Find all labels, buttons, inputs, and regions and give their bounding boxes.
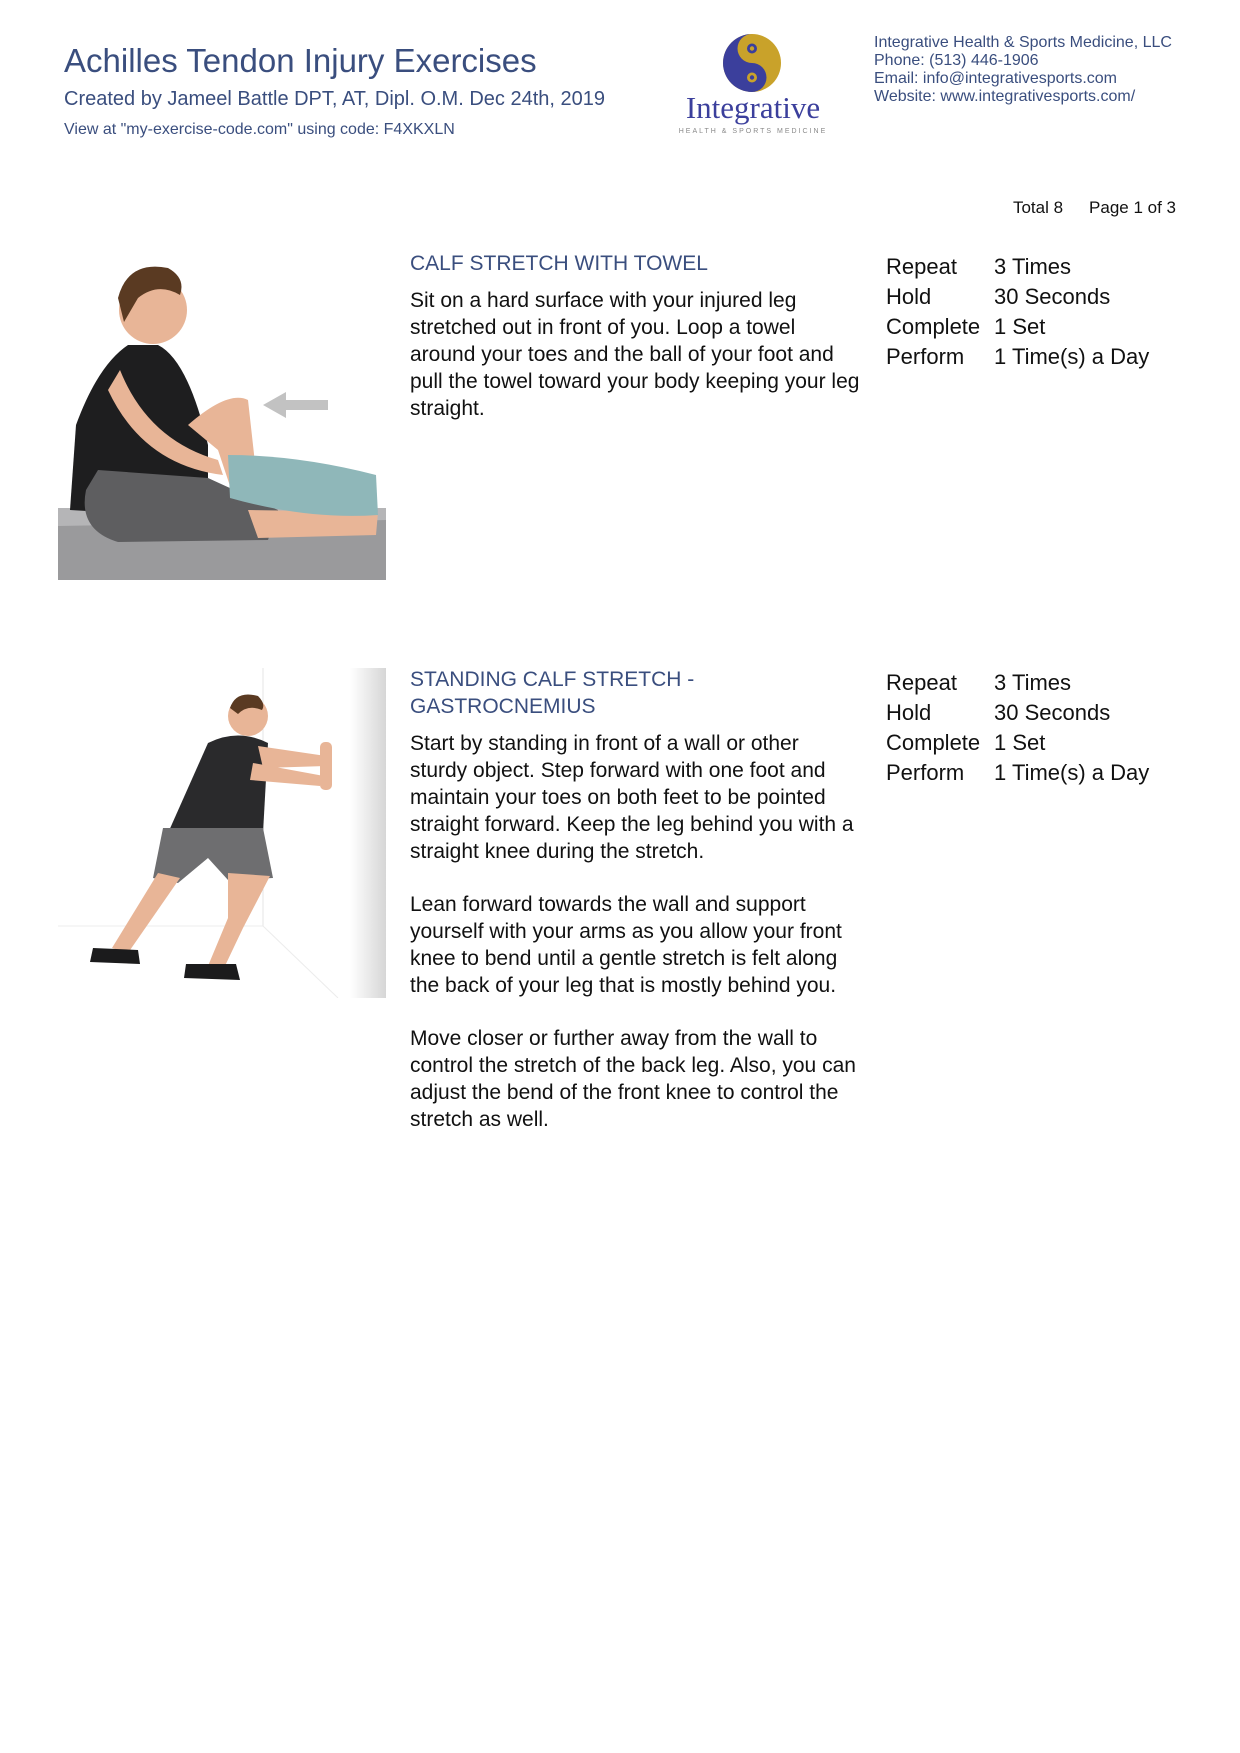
param-row-complete <box>886 312 1216 342</box>
page-info <box>1013 198 1176 218</box>
page-number: Page 1 of 3 <box>1089 198 1176 217</box>
param-label: Hold <box>886 284 932 309</box>
document-author-date: Created by Jameel Battle DPT, AT, Dipl. O.M. Dec 24th, 2019 <box>64 88 605 110</box>
param-label: Repeat <box>886 254 957 279</box>
param-value: 1 Set <box>994 730 1046 755</box>
yin-yang-logo-icon <box>721 32 783 94</box>
exercise-description <box>410 250 860 448</box>
logo-wordmark: Integrative <box>685 90 821 125</box>
param-row-hold <box>886 698 1216 728</box>
integrative-logo <box>668 32 838 142</box>
exercise-parameters <box>886 668 1216 788</box>
exercise-code-line: View at "my-exercise-code.com" using code: F4XKXLN <box>64 121 455 138</box>
document-header <box>64 40 684 140</box>
exercise-title: STANDING CALF STRETCH - GASTROCNEMIUS <box>410 668 695 718</box>
param-value: 30 Seconds <box>994 284 1111 309</box>
param-label: Repeat <box>886 670 957 695</box>
param-value: 1 Time(s) a Day <box>994 760 1150 785</box>
logo-tagline: HEALTH & SPORTS MEDICINE <box>678 128 828 135</box>
param-row-repeat <box>886 252 1216 282</box>
website-line: Website: www.integrativesports.com/ <box>874 88 1136 105</box>
email-line: Email: info@integrativesports.com <box>874 70 1117 87</box>
exercise-instruction: Sit on a hard surface with your injured leg stretched out in front of you. Loop a towel around your toes and the ball of your foot and pull the towel toward your body keeping your leg straight. <box>410 289 860 420</box>
param-row-perform <box>886 342 1216 372</box>
exercise-parameters <box>886 252 1216 372</box>
param-row-hold <box>886 282 1216 312</box>
contact-block <box>874 34 1224 106</box>
param-row-repeat <box>886 668 1216 698</box>
param-row-complete <box>886 728 1216 758</box>
param-row-perform <box>886 758 1216 788</box>
exercise-description <box>410 666 860 1159</box>
company-name: Integrative Health & Sports Medicine, LLC <box>874 34 1172 51</box>
phone-line: Phone: (513) 446-1906 <box>874 52 1039 69</box>
param-label: Perform <box>886 760 965 785</box>
exercise-illustration-standing-calf-stretch <box>58 668 386 998</box>
exercise-instruction: Move closer or further away from the wall to control the stretch of the back leg. Also, you can adjust the bend of the front knee to control the stretch as well. <box>410 1027 856 1131</box>
param-label: Hold <box>886 700 932 725</box>
document-title: Achilles Tendon Injury Exercises <box>64 42 537 79</box>
exercise-illustration-seated-towel-stretch <box>58 250 386 580</box>
param-value: 3 Times <box>994 254 1072 279</box>
param-value: 3 Times <box>994 670 1072 695</box>
total-count: Total 8 <box>1012 198 1064 217</box>
param-label: Complete <box>886 730 981 755</box>
exercise-instruction: Lean forward towards the wall and support yourself with your arms as you allow your front knee to bend until a gentle stretch is felt along the back of your leg that is mostly behind you. <box>410 893 842 997</box>
param-value: 1 Time(s) a Day <box>994 344 1150 369</box>
exercise-title: CALF STRETCH WITH TOWEL <box>410 252 708 275</box>
exercise-instruction: Start by standing in front of a wall or other sturdy object. Step forward with one foot and maintain your toes on both feet to be pointed straight forward. Keep the leg behind you with a straight knee during the stretch. <box>410 732 854 863</box>
param-value: 30 Seconds <box>994 700 1111 725</box>
param-label: Perform <box>886 344 965 369</box>
param-label: Complete <box>886 314 981 339</box>
param-value: 1 Set <box>994 314 1046 339</box>
